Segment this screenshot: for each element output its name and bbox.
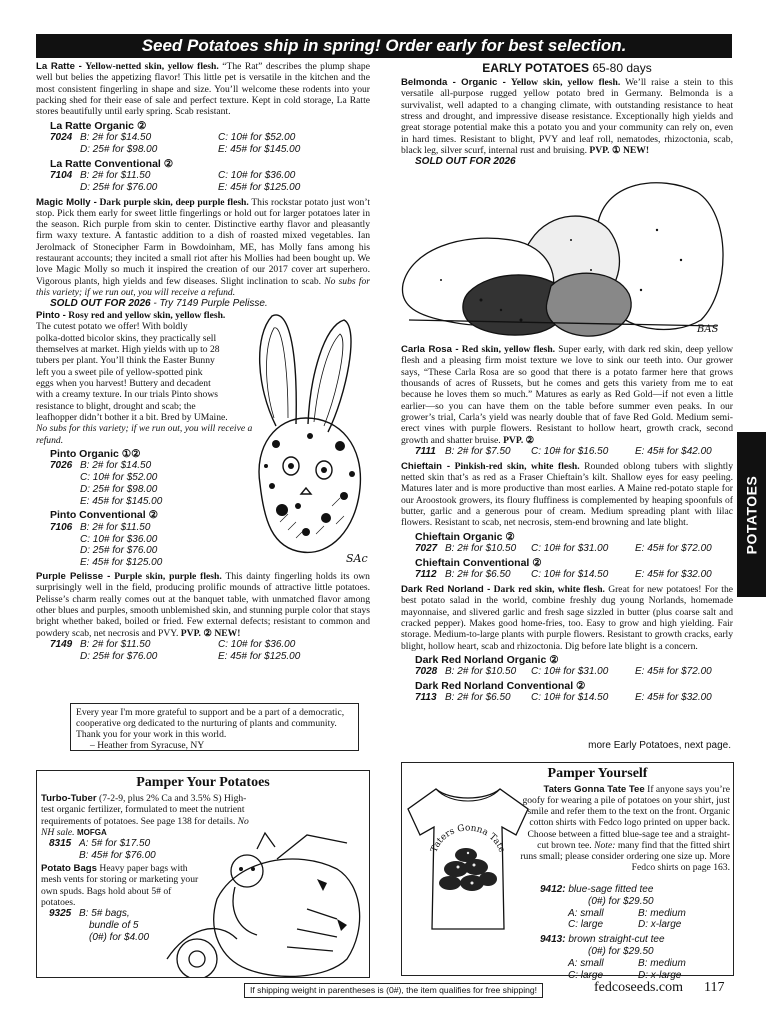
- tshirt-illustration: [406, 783, 530, 933]
- potato-pile-illustration-area: [401, 168, 733, 344]
- belmonda-sold-out: SOLD OUT FOR 2026: [415, 156, 516, 168]
- turbo-tuber-block: Turbo-Tuber (7-2-9, plus 2% Ca and 3.5% S) High-test organic fertilizer, formulated to meet the nutrient requirements of potatoes. See page 138 for details. No NH sale. MOFGA 8315 A: 5# for $17.50 B: 45# for $76.00: [41, 793, 257, 862]
- la-ratte-organic-label: La Ratte Organic ②: [50, 119, 147, 132]
- tshirt-print-text: Taters Gonna Tate: [429, 823, 507, 855]
- tee-description: Taters Gonna Tate Tee If anyone says you’re goofy for wearing a pile of potatoes on your shirt, just smile and refer them to the text on the front. Organic cotton shirts with Fedco logo printed on upper back. Choose between a fitted blue-sage tee and a straight-cut brown tee. Note: many find that the fitted shirt runs small; please consider ordering one size up. More Fedco shirts on page 163.: [520, 784, 730, 873]
- potato-bags-prices: 9325 B: 5# bags, bundle of 5 (0#) for $4.00: [49, 908, 150, 943]
- page-number: 117: [704, 980, 725, 995]
- customer-quote: Every year I'm more grateful to support and be a part of a democratic, cooperative org dedicated to the nurturing of plants and community. Thank you for your work in this world. – Heather from Syracuse, NY: [70, 703, 359, 751]
- dark-red-norland-conventional-prices: 7113 B: 2# for $6.50 C: 10# for $14.50 E: 45# for $32.00: [415, 692, 712, 704]
- magic-molly-sold-out: SOLD OUT FOR 2026 - Try 7149 Purple Pelisse.: [50, 298, 268, 310]
- magic-molly-description: Magic Molly - Dark purple skin, deep purple flesh. This rockstar potato just won’t stop. Pick them early for sweet little fingerlings or hold out for larger potatoes later in the season. Rich purple from skin to center. Distinctive earthy flavor and pleasantly firm waxy texture. A fantastic addition to a dish of roasted mixed vegetables. Ian Jerolmack of Stonecipher Farm in Bowdoinham, ME, has Molly fans among his restaurant accounts; they incited a small riot after his Mollies had been bought up. We love Magic Molly so much it inspired the creation of our 2017 cover art superhero. Vigorous plants, high yields and few diseases. Slight inclination to scab. No subs for this variety; if we run out, you will receive a refund.: [36, 196, 371, 298]
- pinto-conventional-label: Pinto Conventional ②: [50, 509, 158, 522]
- potato-pile-illustration: [401, 170, 733, 342]
- website-link[interactable]: fedcoseeds.com: [594, 980, 684, 995]
- more-early-potatoes-link[interactable]: more Early Potatoes, next page.: [588, 740, 731, 751]
- dark-red-norland-organic-prices: 7028 B: 2# for $10.50 C: 10# for $31.00 E: 45# for $72.00: [415, 666, 712, 678]
- chieftain-conventional-label: Chieftain Conventional ②: [415, 556, 542, 569]
- la-ratte-organic-prices: 7024 B: 2# for $14.50 C: 10# for $52.00 D: 25# for $98.00 E: 45# for $145.00: [50, 131, 301, 155]
- potatoes-section-tab[interactable]: POTATOES: [737, 432, 766, 597]
- tee-options: 9412: blue-sage fitted tee (0#) for $29.50 A: small B: medium C: large D: x-large 9413: brown straight-cut tee (0#) for $29.50 A: small B: medium C: large D: x-large: [540, 884, 686, 981]
- chieftain-conventional-prices: 7112 B: 2# for $6.50 C: 10# for $14.50 E: 45# for $32.00: [415, 569, 712, 581]
- pinto-conventional-prices: 7106 B: 2# for $11.50 C: 10# for $36.00 D: 25# for $76.00 E: 45# for $125.00: [50, 521, 163, 569]
- la-ratte-conventional-label: La Ratte Conventional ②: [50, 157, 174, 170]
- left-column: [36, 61, 370, 663]
- dark-red-norland-description: Dark Red Norland - Dark red skin, white flesh. Great for new potatoes! For the best potato salad in the world, combine freshly dug young Norlands, homemade mayonnaise, and slivered garlic and fresh sage sizzled in butter (plus coarse salt and cracked pepper). Makes good home-fries, too. Easy to grow and high yielding. Fair storage. Medium-to-large plants with purple flowers. Resistant to growth cracks, early blight, hollow heart, scab and rhizoctonia. Dig before late blight is a concern.: [401, 583, 733, 652]
- chieftain-description: Chieftain - Pinkish-red skin, white flesh. Rounded oblong tubers with slightly netted skin that’s as red as a Fraser Chieftain’s kilt. Shallow eyes for easy peeling. Matures later and is more productive than most earlies. A Maine red-potato staple for our Aroostook growers, its floury fluffiness is complemented by heaping spoonfuls of butter, garlic and a generous pour of cream. Medium spreading plant with lilac flowers. Resistant to scab, net necrosis, stem-end browning and late blight.: [401, 460, 734, 529]
- pinto-description: Pinto - Rosy red and yellow skin, yellow flesh. The cutest potato we offer! With boldly polka-dotted bicolor skins, they practically sell themselves at market. High yields with up to 28 tubers per plant. You’ll think the Easter Bunny left you a sweet pile of yellow-spotted pink eggs when you harvest! Buttery and decadent with a creamy texture. In our trials Pinto shows resistance to blight, drought and scab; the leafhopper didn’t bother it a bit. Bred by UMaine. No subs for this variety; if we run out, you will receive a refund.: [36, 310, 253, 446]
- belmonda-description: Belmonda - Organic - Yellow skin, yellow flesh. We’ll raise a stein to this versatile all-purpose rugged yellow potato bred in Germany. Belmonda is a survivalist, well adapted to a changing climate, with outstanding resistance to heat stress and drought, and impressive disease resistance. Exceptionally high yields and great storage potential make this a potato you and your community can rely on, even in hard times. Resistant to blight, PVY and leaf roll, nematodes, rhizoctonia, scab, black leg, silver scurf, internal rust and bruising. PVP. ① NEW!: [401, 77, 733, 157]
- carla-rosa-description: Carla Rosa - Red skin, yellow flesh. Super early, with dark red skin, deep yellow flesh and a pleasing firm moist texture we love to sink our teeth into. Our grower says, “These Carla Rosa are so good that there is a potato farmer here that grows thousands of acres of Russets, but he comes and gets this variety from me to eat because he loves them so much.” Matures as early as Red Gold—if not even a little earlier—so you can have them on the table before summer even peaks. In our grower’s trial, Carla’s yield was nearly double that of fave Red Gold. Medium semi-erect vines with purple flowers. Resistant to hollow heart, growth crack, second growth and shatter bruise. PVP. ②: [401, 344, 733, 446]
- pamper-your-potatoes-box: [36, 770, 370, 978]
- carla-rosa-prices: 7111 B: 2# for $7.50 C: 10# for $16.50 E: 45# for $42.00: [415, 445, 712, 457]
- pinto-section: [36, 310, 370, 568]
- purple-pelisse-description: Purple Pelisse - Purple skin, purple flesh. This dainty fingerling holds its own surprisingly well in the field, producing prolific mounds of attractive little potatoes. Pelisse’s charm really comes out at the banquet table, with unmatched flavor among other blues and purples, smooth unblemished skin, and stunning purple color that stays bright whether baked, boiled or fried. Few external defects; resistant to common and powdery scab, net necrosis and PVY. PVP. ② NEW!: [36, 571, 370, 639]
- chieftain-organic-prices: 7027 B: 2# for $10.50 C: 10# for $31.00 E: 45# for $72.00: [415, 543, 712, 554]
- dark-red-norland-organic-label: Dark Red Norland Organic ②: [415, 653, 559, 666]
- pamper-yourself-box: [401, 762, 734, 981]
- free-shipping-note: If shipping weight in parentheses is (0#), the item qualifies for free shipping!: [244, 983, 543, 998]
- potato-illustration-signature: BAS: [697, 324, 719, 336]
- pamper-your-potatoes-title: Pamper Your Potatoes: [136, 775, 270, 790]
- turbo-tuber-prices: 8315 A: 5# for $17.50 B: 45# for $76.00: [49, 838, 156, 862]
- bunny-potato-illustration: [236, 306, 376, 568]
- chieftain-organic-label: Chieftain Organic ②: [415, 530, 515, 543]
- early-potatoes-heading: EARLY POTATOES 65-80 days: [482, 61, 652, 75]
- bunny-signature: SAc: [346, 552, 368, 566]
- pinto-organic-label: Pinto Organic ①②: [50, 447, 141, 460]
- la-ratte-description: La Ratte - Yellow-netted skin, yellow flesh. “The Rat” describes the plump shape well but belies the appetizing flavor! This little pet is versatile in the kitchen and the most consistent fingerling in shape and size. You’ll welcome these rodents into your packing shed for their ease of sale and perfect texture. Kept in cold storage, La Ratte stores beautifully until early spring. Scab resistant.: [36, 61, 370, 118]
- banner: Seed Potatoes ship in spring! Order early for best selection.: [36, 34, 732, 58]
- dark-red-norland-conventional-label: Dark Red Norland Conventional ②: [415, 680, 586, 693]
- pamper-yourself-title: Pamper Yourself: [547, 766, 648, 781]
- la-ratte-conventional-prices: 7104 B: 2# for $11.50 C: 10# for $36.00 D: 25# for $76.00 E: 45# for $125.00: [50, 169, 301, 193]
- right-column: [401, 61, 733, 704]
- pinto-organic-prices: 7026 B: 2# for $14.50 C: 10# for $52.00 D: 25# for $98.00 E: 45# for $145.00: [50, 460, 163, 507]
- potato-bags-block: Potato Bags Heavy paper bags with mesh vents for storing or marketing your own spuds. Bags hold about 5# of potatoes. 9325 B: 5# bags, bundle of 5 (0#) for $4.00: [41, 863, 201, 944]
- purple-pelisse-prices: 7149 B: 2# for $11.50 C: 10# for $36.00 D: 25# for $76.00 E: 45# for $125.00: [50, 638, 301, 662]
